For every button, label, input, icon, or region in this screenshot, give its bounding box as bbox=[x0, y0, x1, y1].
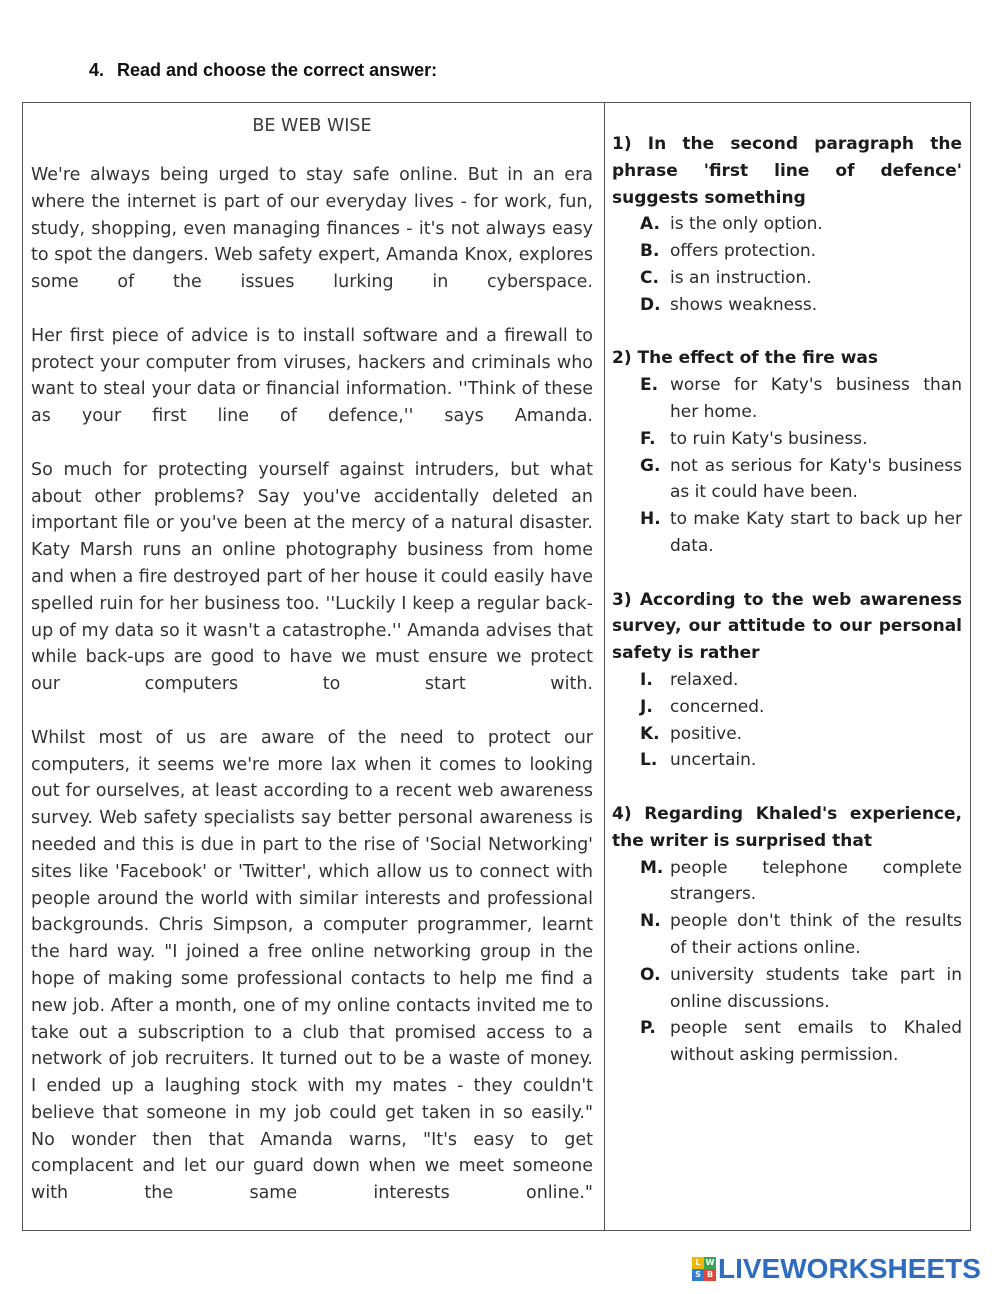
option-letter: G. bbox=[640, 455, 661, 476]
question-1 bbox=[612, 131, 962, 319]
question-text: 4) Regarding Khaled's experience, the writer is surprised that bbox=[612, 803, 962, 851]
story-paragraph-4: Whilst most of us are aware of the need to protect our computers, it seems we're more lax when it comes to looking out for ourselves, at least according to a recent web awareness survey. Web safety specialists say better personal awareness is needed and this is due in part to the rise of 'Social Networking' sites like 'Facebook' or 'Twitter', which allow us to connect with people around the world with similar interests and professional backgrounds. Chris Simpson, a computer programmer, learnt the hard way. "I joined a free online networking group in the hope of making some professional contacts to help me find a new job. After a month, one of my online contacts invited me to take out a subscription to a club that promised access to a network of job recruiters. It turned out to be a waste of money. I ended up a laughing stock with my mates - they couldn't believe that someone in my job could get taken in so easily." No wonder then that Amanda warns, "It's easy to get complacent and let our guard down when we meet someone with the same interests online." bbox=[31, 727, 593, 1204]
answer-option-p[interactable] bbox=[612, 1015, 962, 1069]
answer-option-f[interactable] bbox=[612, 426, 962, 453]
answer-option-a[interactable] bbox=[612, 211, 962, 238]
option-text: offers protection. bbox=[670, 241, 817, 262]
liveworksheets-logo bbox=[692, 1254, 981, 1284]
answer-option-b[interactable] bbox=[612, 238, 962, 265]
option-letter: N. bbox=[640, 911, 661, 932]
option-text: positive. bbox=[670, 723, 743, 744]
option-text: uncertain. bbox=[670, 750, 757, 771]
option-text: to ruin Katy's business. bbox=[670, 428, 868, 449]
answer-option-e[interactable] bbox=[612, 372, 962, 426]
logo-mark-tile: S bbox=[692, 1269, 704, 1281]
option-text: university students take part in online discussions. bbox=[670, 964, 962, 1012]
option-letter: L. bbox=[640, 750, 658, 771]
option-letter: H. bbox=[640, 509, 661, 530]
questions-column bbox=[612, 131, 962, 1096]
question-text: 3) According to the web awareness survey, our attitude to our personal safety is rather bbox=[612, 589, 962, 664]
option-letter: P. bbox=[640, 1018, 656, 1039]
instruction-text: Read and choose the correct answer: bbox=[117, 60, 438, 80]
story-title: BE WEB WISE bbox=[252, 116, 372, 136]
option-text: people telephone complete strangers. bbox=[670, 857, 962, 905]
option-letter: I. bbox=[640, 669, 653, 690]
instruction-number: 4. bbox=[89, 60, 105, 80]
option-text: concerned. bbox=[670, 696, 765, 717]
logo-mark-icon bbox=[692, 1257, 716, 1281]
column-divider bbox=[604, 103, 605, 1230]
logo-mark-tile: W bbox=[705, 1258, 715, 1267]
option-text: people sent emails to Khaled without asking permission. bbox=[670, 1018, 962, 1066]
answer-option-c[interactable] bbox=[612, 265, 962, 292]
option-letter: O. bbox=[640, 964, 661, 985]
option-text: relaxed. bbox=[670, 669, 739, 690]
story-paragraph-3: So much for protecting yourself against intruders, but what about other problems? Say you've accidentally deleted an important file or you've been at the mercy of a natural disaster. Katy Marsh runs an online photography business from home and when a fire destroyed part of her house it could easily have spelled ruin for her business too. ''Luckily I keep a regular back-up of my data so it wasn't a catastrophe.'' Amanda advises that while back-ups are good to have we must ensure we protect our computers to start with. bbox=[31, 459, 593, 695]
answer-option-i[interactable] bbox=[612, 667, 962, 694]
option-letter: M. bbox=[640, 857, 664, 878]
answer-option-n[interactable] bbox=[612, 908, 962, 962]
answer-option-o[interactable] bbox=[612, 962, 962, 1016]
option-letter: F. bbox=[640, 428, 656, 449]
option-letter: K. bbox=[640, 723, 660, 744]
option-letter: B. bbox=[640, 241, 660, 262]
answer-option-l[interactable] bbox=[612, 747, 962, 774]
answer-option-k[interactable] bbox=[612, 721, 962, 748]
worksheet-table bbox=[22, 102, 971, 1231]
instruction-heading bbox=[89, 60, 437, 81]
option-text: to make Katy start to back up her data. bbox=[670, 509, 962, 556]
story-paragraph-1: We're always being urged to stay safe online. But in an era where the internet is part of our everyday lives - for work, fun, study, shopping, even managing finances - it's not always easy to spot the dangers. Web safety expert, Amanda Knox, explores some of the issues lurking in cyberspace. bbox=[31, 165, 593, 293]
story-column bbox=[31, 115, 593, 1234]
answer-option-h[interactable] bbox=[612, 506, 962, 560]
answer-option-m[interactable] bbox=[612, 855, 962, 909]
question-4 bbox=[612, 801, 962, 1069]
question-text: 2) The effect of the fire was bbox=[612, 348, 879, 369]
logo-text: LIVEWORKSHEETS bbox=[718, 1253, 981, 1284]
option-text: shows weakness. bbox=[670, 294, 818, 315]
answer-option-d[interactable] bbox=[612, 292, 962, 319]
option-text: is the only option. bbox=[670, 214, 823, 235]
answer-option-j[interactable] bbox=[612, 694, 962, 721]
option-letter: A. bbox=[640, 214, 660, 235]
answer-option-g[interactable] bbox=[612, 453, 962, 507]
option-letter: D. bbox=[640, 294, 661, 315]
option-letter: E. bbox=[640, 375, 659, 396]
question-text: 1) In the second paragraph the phrase 'first line of defence' suggests something bbox=[612, 134, 962, 208]
logo-mark-tile: L bbox=[692, 1257, 704, 1269]
option-text: people don't think of the results of their actions online. bbox=[670, 911, 962, 958]
option-text: worse for Katy's business than her home. bbox=[670, 375, 962, 422]
logo-mark-tile: B bbox=[704, 1269, 716, 1281]
option-letter: J. bbox=[640, 696, 653, 717]
story-paragraph-2: Her first piece of advice is to install software and a firewall to protect your computer from viruses, hackers and criminals who want to steal your data or financial information. ''Think of these as your first line of defence,'' says Amanda. bbox=[31, 325, 593, 427]
option-text: not as serious for Katy's business as it could have been. bbox=[670, 455, 962, 503]
option-text: is an instruction. bbox=[670, 267, 812, 288]
question-2 bbox=[612, 345, 962, 559]
question-3 bbox=[612, 587, 962, 775]
option-letter: C. bbox=[640, 267, 659, 288]
